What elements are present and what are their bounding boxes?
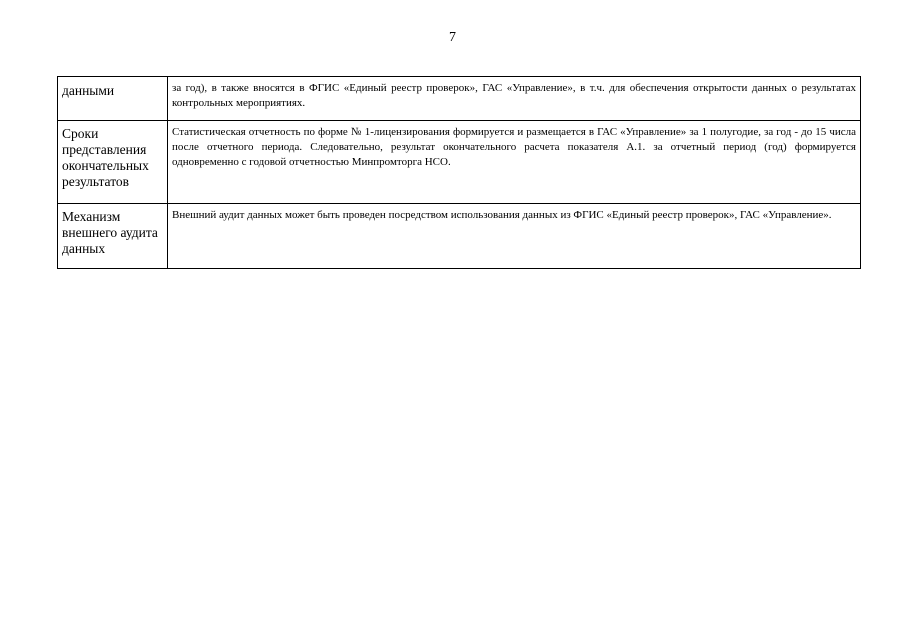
table-row [58, 121, 861, 204]
row-text-data: за год), в также вносятся в ФГИС «Единый реестр проверок», ГАС «Управление», в т.ч. для обеспечения открытости данных о результатах контрольных мероприятиях. [168, 77, 861, 121]
row-label-data: данными [58, 77, 168, 121]
page-number: 7 [449, 30, 456, 45]
row-text-deadlines: Статистическая отчетность по форме № 1-лицензирования формируется и размещается в ГАС «Управление» за 1 полугодие, за год - до 15 числа после отчетного периода. Следовательно, результат окончательного расчета показателя А.1. за отчетный период (год) формируется одновременно с годовой отчетностью Минпромторга НСО. [168, 121, 861, 204]
row-text-external-audit: Внешний аудит данных может быть проведен посредством использования данных из ФГИС «Единый реестр проверок», ГАС «Управление». [168, 204, 861, 269]
table-row [58, 204, 861, 269]
row-label-deadlines: Сроки представления окончательных результатов [58, 121, 168, 204]
document-table [57, 76, 861, 269]
table-row [58, 77, 861, 121]
row-label-external-audit: Механизм внешнего аудита данных [58, 204, 168, 269]
